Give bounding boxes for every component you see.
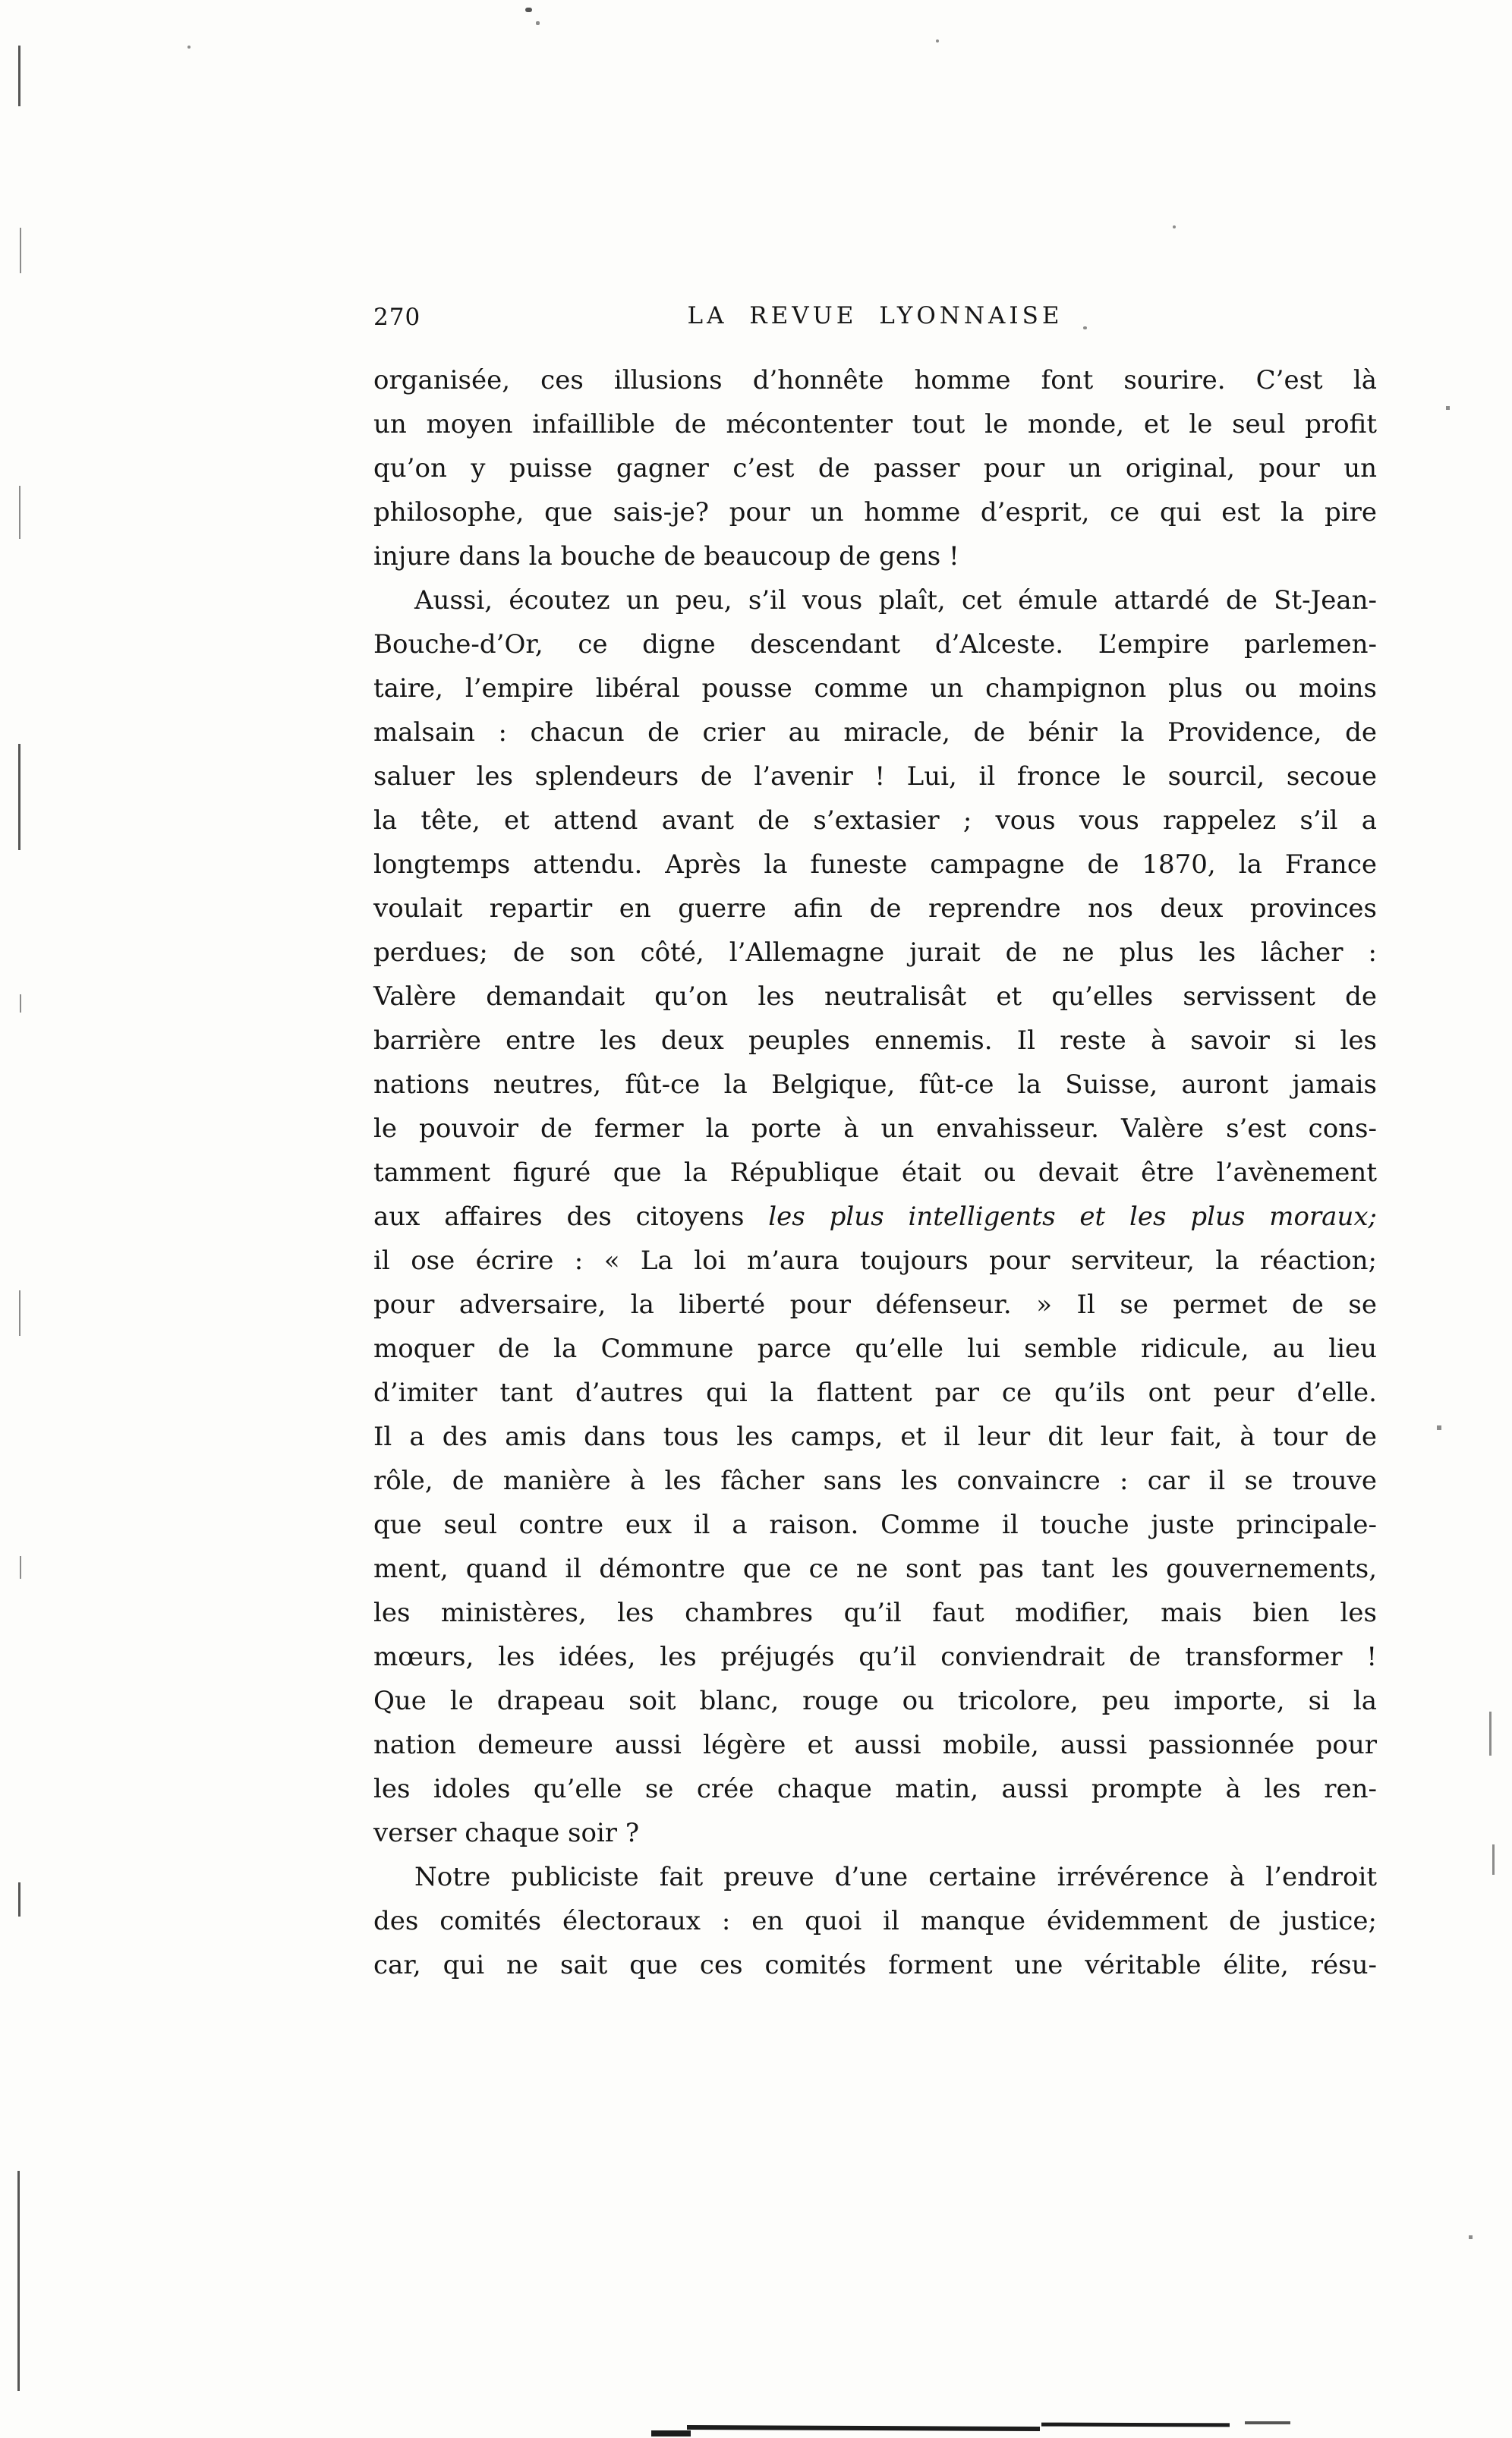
scan-artifact (1083, 326, 1087, 329)
text-segment: barrière entre les deux peuples ennemis. Il reste à savoir si les (373, 1025, 1377, 1056)
scan-artifact (936, 39, 939, 43)
paragraph (373, 1855, 1377, 1987)
text-segment: taire, l’empire libéral pousse comme un champignon plus ou moins (373, 673, 1377, 704)
page-header (373, 302, 1377, 335)
scan-artifact (1041, 2423, 1230, 2427)
text-segment: aux affaires des citoyens (373, 1202, 769, 1232)
text-segment: perdues; de son côté, l’Allemagne jurait de ne plus les lâcher : (373, 937, 1377, 968)
text-segment: voulait repartir en guerre afin de reprendre nos deux provinces (373, 893, 1377, 924)
scan-artifact (20, 1556, 21, 1579)
scan-artifact (525, 8, 532, 12)
scan-artifact (1437, 1425, 1441, 1430)
scan-artifact (18, 46, 20, 106)
text-line (373, 358, 1377, 402)
scan-artifact (651, 2430, 691, 2436)
text-line (373, 1239, 1377, 1283)
text-line (373, 1415, 1377, 1459)
scan-artifact (19, 486, 20, 539)
text-line (373, 975, 1377, 1019)
scan-artifact (1245, 2421, 1290, 2424)
text-segment: saluer les splendeurs de l’avenir ! Lui, il fronce le sourcil, secoue (373, 761, 1377, 792)
running-title: LA REVUE LYONNAISE (687, 302, 1063, 329)
text-segment: Valère demandait qu’on les neutralisât et qu’elles servissent de (373, 981, 1377, 1012)
text-line (373, 1019, 1377, 1063)
text-segment: Que le drapeau soit blanc, rouge ou tricolore, peu importe, si la (373, 1686, 1377, 1716)
text-line (373, 1327, 1377, 1371)
text-line (373, 1723, 1377, 1767)
text-segment: que seul contre eux il a raison. Comme il touche juste principale- (373, 1510, 1377, 1540)
text-line (373, 754, 1377, 798)
text-line (373, 1591, 1377, 1635)
scan-artifact (19, 1290, 20, 1336)
text-line (373, 843, 1377, 887)
scan-artifact (1469, 2235, 1473, 2239)
text-line (373, 534, 1377, 578)
text-line (373, 490, 1377, 534)
scan-artifact (18, 1882, 20, 1917)
scan-artifact (187, 46, 191, 49)
text-segment: d’imiter tant d’autres qui la flattent par ce qu’ils ont peur d’elle. (373, 1378, 1377, 1408)
text-line (373, 1503, 1377, 1547)
text-line (373, 1855, 1377, 1899)
text-line (373, 1151, 1377, 1195)
scan-artifact (1492, 1844, 1495, 1875)
scan-artifact (1489, 1712, 1492, 1756)
text-segment: un moyen infaillible de mécontenter tout le monde, et le seul profit (373, 409, 1377, 439)
text-line (373, 931, 1377, 975)
text-segment: philosophe, que sais-je? pour un homme d’esprit, ce qui est la pire (373, 497, 1377, 528)
text-segment: pour adversaire, la liberté pour défenseur. » Il se permet de se (373, 1290, 1377, 1320)
scan-artifact (20, 994, 21, 1013)
text-segment: organisée, ces illusions d’honnête homme font sourire. C’est là (373, 365, 1377, 395)
text-line (373, 1283, 1377, 1327)
scan-artifact (20, 228, 21, 273)
text-line (373, 622, 1377, 666)
text-segment: Il a des amis dans tous les camps, et il leur dit leur fait, à tour de (373, 1422, 1377, 1452)
text-segment: moquer de la Commune parce qu’elle lui semble ridicule, au lieu (373, 1334, 1377, 1364)
italic-text-segment: les plus intelligents et les plus moraux; (768, 1202, 1377, 1232)
text-segment: car, qui ne sait que ces comités forment une véritable élite, résu- (373, 1950, 1377, 1980)
text-segment: Bouche-d’Or, ce digne descendant d’Alceste. L’empire parlemen- (373, 629, 1377, 660)
text-line (373, 446, 1377, 490)
text-segment: les ministères, les chambres qu’il faut modifier, mais bien les (373, 1598, 1377, 1628)
text-line (373, 578, 1377, 622)
scan-artifact (18, 744, 20, 850)
text-segment: tamment figuré que la République était ou devait être l’avènement (373, 1158, 1377, 1188)
text-line (373, 1459, 1377, 1503)
text-line (373, 1635, 1377, 1679)
page-number: 270 (373, 304, 421, 331)
text-segment: longtemps attendu. Après la funeste campagne de 1870, la France (373, 849, 1377, 880)
text-segment: verser chaque soir ? (373, 1818, 640, 1848)
text-line (373, 1547, 1377, 1591)
scan-artifact (17, 2171, 20, 2391)
text-line (373, 1899, 1377, 1943)
text-line (373, 887, 1377, 931)
scan-artifact (687, 2425, 1040, 2431)
text-line (373, 1063, 1377, 1107)
text-segment: Aussi, écoutez un peu, s’il vous plaît, cet émule attardé de St-Jean- (414, 585, 1377, 616)
text-line (373, 1811, 1377, 1855)
text-segment: injure dans la bouche de beaucoup de gens ! (373, 541, 959, 572)
text-line (373, 1371, 1377, 1415)
text-segment: la tête, et attend avant de s’extasier ; vous vous rappelez s’il a (373, 805, 1377, 836)
text-line (373, 1767, 1377, 1811)
scan-artifact (536, 21, 540, 25)
scan-artifact (1446, 406, 1450, 410)
scan-artifact (1173, 225, 1176, 228)
paragraph (373, 358, 1377, 578)
text-segment: qu’on y puisse gagner c’est de passer pour un original, pour un (373, 453, 1377, 484)
text-line (373, 798, 1377, 843)
text-segment: Notre publiciste fait preuve d’une certaine irrévérence à l’endroit (414, 1862, 1377, 1892)
text-line (373, 1943, 1377, 1987)
text-line (373, 666, 1377, 710)
text-segment: des comités électoraux : en quoi il manque évidemment de justice; (373, 1906, 1377, 1936)
text-line (373, 1679, 1377, 1723)
text-line (373, 1195, 1377, 1239)
text-segment: nations neutres, fût-ce la Belgique, fût-ce la Suisse, auront jamais (373, 1069, 1377, 1100)
text-line (373, 402, 1377, 446)
text-segment: il ose écrire : « La loi m’aura toujours pour serviteur, la réaction; (373, 1246, 1377, 1276)
text-segment: rôle, de manière à les fâcher sans les convaincre : car il se trouve (373, 1466, 1377, 1496)
text-segment: les idoles qu’elle se crée chaque matin, aussi prompte à les ren- (373, 1774, 1377, 1804)
text-line (373, 1107, 1377, 1151)
text-segment: nation demeure aussi légère et aussi mobile, aussi passionnée pour (373, 1730, 1377, 1760)
text-segment: malsain : chacun de crier au miracle, de bénir la Providence, de (373, 717, 1377, 748)
paragraph (373, 578, 1377, 1855)
text-body (373, 358, 1377, 1987)
text-segment: ment, quand il démontre que ce ne sont pas tant les gouvernements, (373, 1554, 1377, 1584)
text-line (373, 710, 1377, 754)
text-segment: mœurs, les idées, les préjugés qu’il conviendrait de transformer ! (373, 1642, 1377, 1672)
text-segment: le pouvoir de fermer la porte à un envahisseur. Valère s’est cons- (373, 1113, 1377, 1144)
